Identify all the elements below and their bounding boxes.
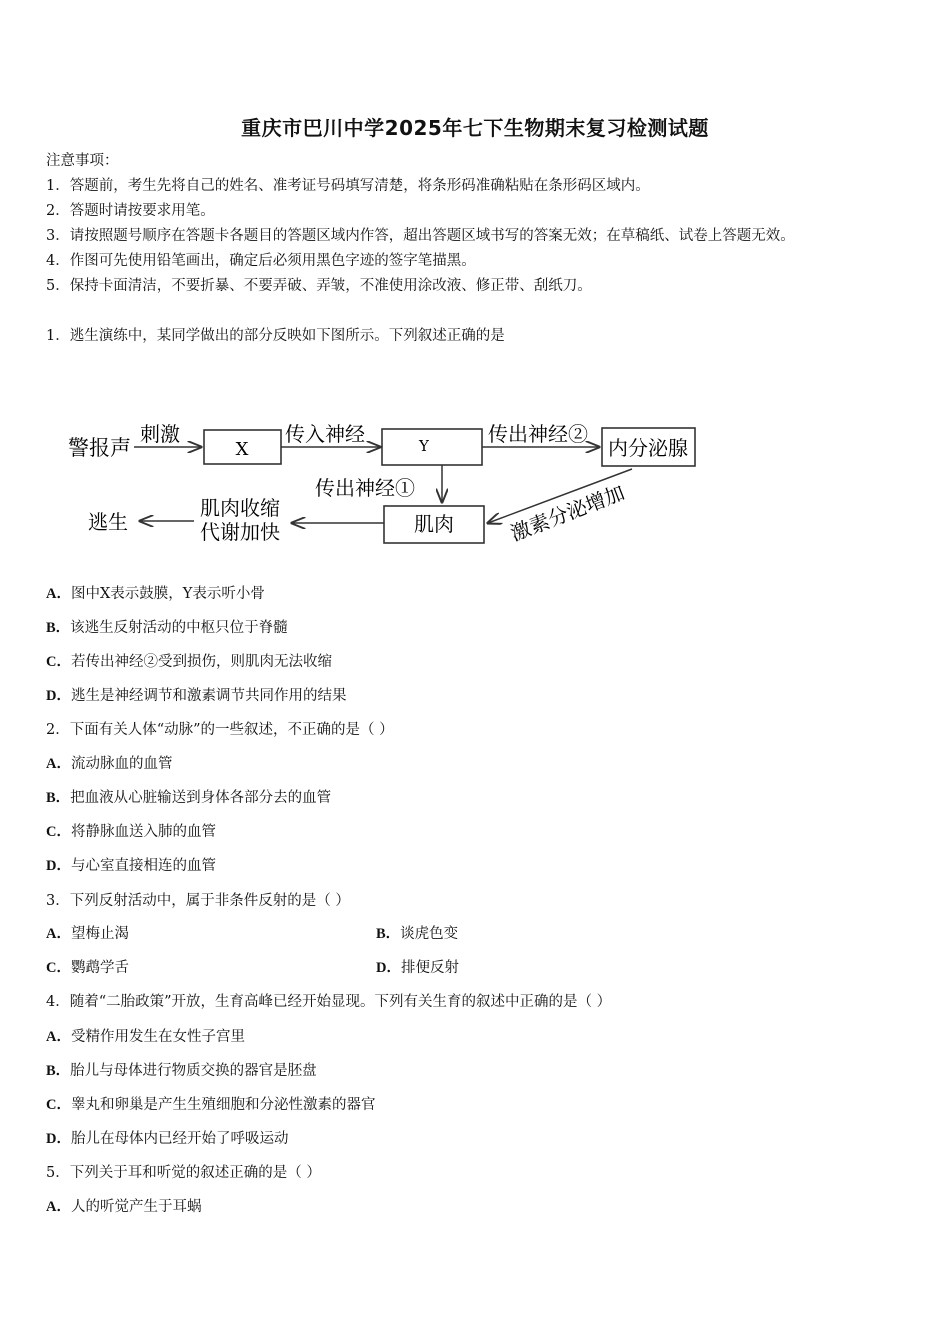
question-stem: 1．逃生演练中，某同学做出的部分反映如下图所示。下列叙述正确的是	[46, 328, 505, 344]
efferent1-label: 传出神经①	[315, 476, 415, 500]
gland-label: 内分泌腺	[608, 436, 688, 460]
option-item: B．胎儿与母体进行物质交换的器官是胚盘	[46, 1063, 317, 1079]
option-item: B．该逃生反射活动的中枢只位于脊髓	[46, 620, 288, 636]
efferent2-label: 传出神经②	[488, 422, 588, 446]
option-item: A．受精作用发生在女性子宫里	[46, 1029, 245, 1045]
muscle-label: 肌肉	[414, 512, 454, 536]
notice-item: 2．答题时请按要求用笔。	[46, 203, 215, 219]
option-item: D．胎儿在母体内已经开始了呼吸运动	[46, 1131, 289, 1147]
question-stem: 3．下列反射活动中，属于非条件反射的是（ ）	[46, 893, 350, 909]
option-item: C．鹦鹉学舌	[46, 960, 129, 976]
question-stem: 2．下面有关人体“动脉”的一些叙述，不正确的是（ ）	[46, 722, 394, 738]
option-item: A．人的听觉产生于耳蜗	[46, 1199, 202, 1215]
notice-item: 1．答题前，考生先将自己的姓名、准考证号码填写清楚，将条形码准确粘贴在条形码区域内。	[46, 178, 650, 194]
notice-item: 4．作图可先使用铅笔画出，确定后必须用黑色字迹的签字笔描黑。	[46, 253, 476, 269]
stimulus-label: 刺激	[140, 422, 180, 446]
y-label: Y	[419, 437, 429, 455]
hormone-label: 激素分泌增加	[507, 480, 628, 546]
option-item: B．把血液从心脏输送到身体各部分去的血管	[46, 790, 332, 806]
muscle-effect-1: 肌肉收缩	[200, 496, 280, 520]
option-item: D．逃生是神经调节和激素调节共同作用的结果	[46, 688, 347, 704]
x-label: X	[235, 439, 249, 460]
option-item: A．望梅止渴	[46, 926, 129, 942]
option-item: A．流动脉血的血管	[46, 756, 173, 772]
notice-item: 5．保持卡面清洁，不要折暴、不要弄破、弄皱，不准使用涂改液、修正带、刮纸刀。	[46, 278, 592, 294]
notice-heading: 注意事项：	[46, 153, 119, 169]
afferent-label: 传入神经	[285, 422, 365, 446]
option-item: B．谈虎色变	[376, 926, 459, 942]
alarm-label: 警报声	[68, 436, 131, 460]
option-item: C．将静脉血送入肺的血管	[46, 824, 216, 840]
option-item: C．睾丸和卵巢是产生生殖细胞和分泌性激素的器官	[46, 1097, 376, 1113]
option-item: D．排便反射	[376, 960, 459, 976]
option-item: D．与心室直接相连的血管	[46, 858, 216, 874]
option-item: A．图中X表示鼓膜，Y表示听小骨	[46, 586, 265, 602]
page-title: 重庆市巴川中学2025年七下生物期末复习检测试题	[241, 116, 709, 140]
question-stem: 4．随着“二胎政策”开放，生育高峰已经开始显现。下列有关生育的叙述中正确的是（ ）	[46, 994, 612, 1010]
notice-item: 3．请按照题号顺序在答题卡各题目的答题区域内作答，超出答题区域书写的答案无效；在草稿纸、试卷上答题无效。	[46, 228, 795, 244]
question-stem: 5．下列关于耳和听觉的叙述正确的是（ ）	[46, 1165, 321, 1181]
muscle-effect-2: 代谢加快	[200, 520, 280, 544]
option-item: C．若传出神经②受到损伤，则肌肉无法收缩	[46, 654, 332, 670]
reflex-diagram	[62, 405, 712, 565]
escape-label: 逃生	[88, 510, 128, 534]
y-box	[382, 429, 482, 465]
